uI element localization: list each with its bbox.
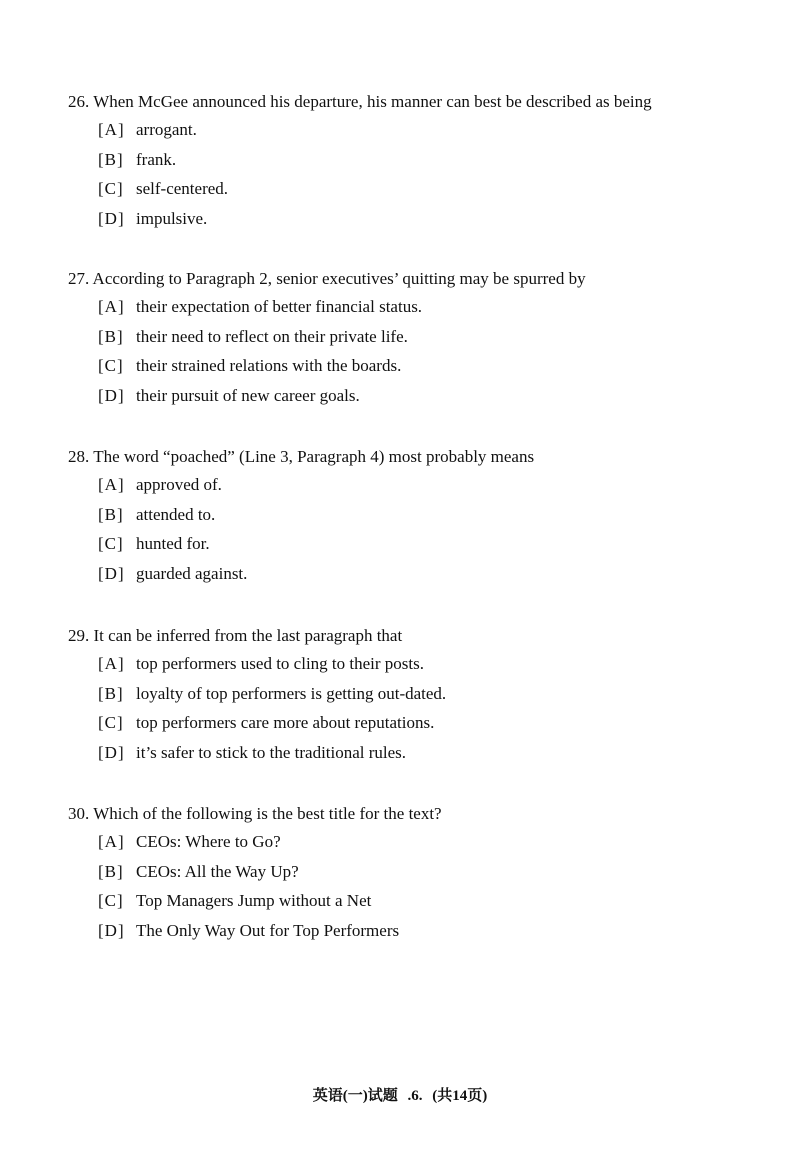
- question-30: [68, 801, 748, 945]
- option-text: their pursuit of new career goals.: [136, 385, 360, 405]
- option-list: [68, 292, 748, 410]
- option-letter: [D]: [98, 385, 125, 405]
- option-letter: [B]: [98, 504, 124, 524]
- option-text: self-centered.: [136, 179, 229, 199]
- option-text: The Only Way Out for Top Performers: [136, 920, 400, 940]
- option-letter: [A]: [98, 832, 125, 851]
- option-d: [98, 738, 748, 768]
- option-letter: [A]: [98, 120, 125, 139]
- question-28: [68, 444, 748, 588]
- option-letter: [C]: [98, 713, 124, 733]
- option-letter: [D]: [98, 920, 125, 940]
- option-c: [98, 708, 748, 738]
- option-text: arrogant.: [136, 120, 197, 139]
- option-list: [68, 470, 748, 588]
- footer-subject: 英语(一)试题: [312, 1088, 398, 1104]
- option-letter: [B]: [98, 149, 124, 169]
- page-footer: [0, 1084, 800, 1105]
- option-b: [98, 145, 748, 175]
- question-stem: 30. Which of the following is the best title for the text?: [68, 804, 442, 823]
- option-letter: [A]: [98, 654, 125, 673]
- option-letter: [C]: [98, 356, 124, 376]
- question-27: [68, 266, 748, 410]
- option-text: top performers used to cling to their posts.: [136, 654, 425, 673]
- option-letter: [C]: [98, 891, 124, 911]
- option-text: their expectation of better financial status.: [136, 297, 423, 316]
- option-text: hunted for.: [136, 534, 210, 554]
- option-text: guarded against.: [136, 563, 248, 583]
- option-text: their strained relations with the boards.: [136, 356, 402, 376]
- option-a: [98, 292, 748, 322]
- option-letter: [C]: [98, 534, 124, 554]
- option-d: [98, 381, 748, 411]
- option-c: [98, 351, 748, 381]
- footer-page-number: .6.: [407, 1088, 423, 1104]
- option-text: top performers care more about reputations.: [136, 713, 435, 733]
- option-a: [98, 470, 748, 500]
- option-letter: [B]: [98, 861, 124, 881]
- option-c: [98, 529, 748, 559]
- option-d: [98, 204, 748, 234]
- question-stem: 27. According to Paragraph 2, senior executives’ quitting may be spurred by: [68, 269, 586, 288]
- option-letter: [A]: [98, 297, 125, 316]
- question-stem: 28. The word “poached” (Line 3, Paragraph 4) most probably means: [68, 447, 535, 466]
- option-d: [98, 916, 748, 946]
- option-d: [98, 559, 748, 589]
- option-text: their need to reflect on their private life.: [136, 326, 408, 346]
- option-a: [98, 649, 748, 679]
- option-letter: [B]: [98, 326, 124, 346]
- option-letter: [A]: [98, 475, 125, 494]
- option-text: impulsive.: [136, 208, 208, 228]
- option-b: [98, 322, 748, 352]
- option-text: frank.: [136, 149, 177, 169]
- option-text: approved of.: [136, 475, 222, 494]
- option-list: [68, 649, 748, 767]
- option-text: loyalty of top performers is getting out-dated.: [136, 683, 447, 703]
- option-text: Top Managers Jump without a Net: [136, 891, 372, 911]
- question-stem: 26. When McGee announced his departure, his manner can best be described as being: [68, 92, 652, 111]
- option-text: CEOs: All the Way Up?: [136, 861, 299, 881]
- option-letter: [D]: [98, 742, 125, 762]
- option-text: CEOs: Where to Go?: [136, 832, 281, 851]
- option-c: [98, 174, 748, 204]
- option-list: [68, 827, 748, 945]
- option-a: [98, 115, 748, 145]
- footer-total-pages: (共14页): [432, 1088, 488, 1104]
- option-b: [98, 679, 748, 709]
- option-text: it’s safer to stick to the traditional rules.: [136, 742, 407, 762]
- option-list: [68, 115, 748, 233]
- question-stem: 29. It can be inferred from the last paragraph that: [68, 626, 403, 645]
- option-letter: [B]: [98, 683, 124, 703]
- option-b: [98, 500, 748, 530]
- option-b: [98, 857, 748, 887]
- option-a: [98, 827, 748, 857]
- option-text: attended to.: [136, 504, 216, 524]
- option-letter: [D]: [98, 208, 125, 228]
- question-26: [68, 89, 748, 233]
- question-29: [68, 623, 748, 767]
- option-c: [98, 886, 748, 916]
- option-letter: [D]: [98, 563, 125, 583]
- option-letter: [C]: [98, 179, 124, 199]
